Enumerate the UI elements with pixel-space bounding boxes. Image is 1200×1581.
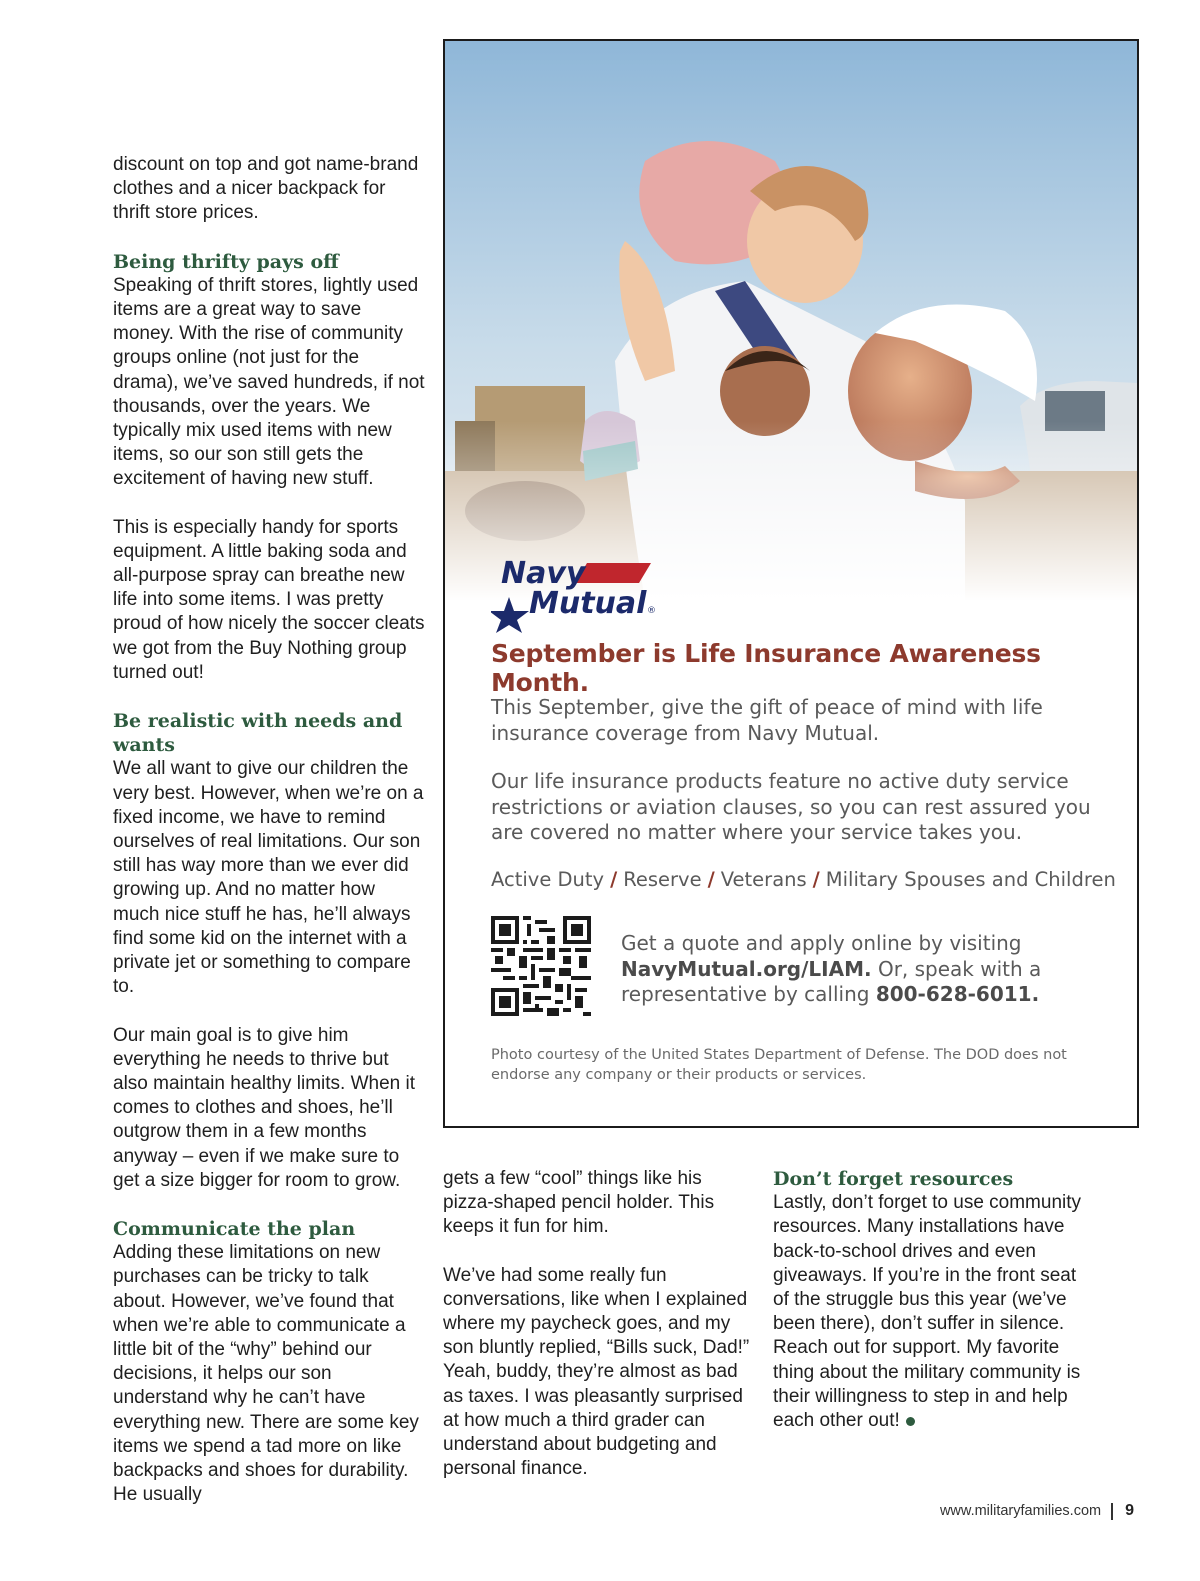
category-spouses-children: Military Spouses and Children — [825, 868, 1116, 891]
cta-website-link[interactable]: NavyMutual.org/LIAM. — [621, 956, 872, 981]
end-mark-icon — [906, 1417, 915, 1426]
thrifty-paragraph-2: This is especially handy for sports equipment. A little baking soda and all-purpose spray can breathe new life into some items. I was pretty proud of how nicely the soccer cleats we got from the Buy Nothing group turned out! — [113, 516, 425, 683]
category-separator: / — [610, 868, 618, 891]
cta-phone-number[interactable]: 800-628-6011. — [875, 982, 1040, 1006]
category-veterans: Veterans — [720, 868, 807, 891]
footer-divider — [1111, 1503, 1113, 1520]
heading-being-thrifty: Being thrifty pays off — [113, 250, 339, 273]
footer-website-link[interactable]: www.militaryfamilies.com — [939, 1503, 1102, 1519]
logo-word-mutual: Mutual — [529, 586, 647, 621]
ad-photo-sailor-with-child — [445, 41, 1137, 601]
photo-credit: Photo courtesy of the United States Department of Defense. The DOD does not endorse any company or their products or services. — [491, 1047, 1067, 1083]
article-column-right — [773, 1167, 1085, 1433]
logo-word-navy: Navy — [501, 556, 586, 591]
heading-needs-wants: Be realistic with needs and wants — [113, 710, 403, 757]
article-column-left — [113, 153, 425, 1507]
needs-paragraph-1: We all want to give our children the very best. However, when we’re on a fixed income, we have to remind ourselves of real limitations. Our son still has way more than we ever did growing up. And no matter how much nice stuff he has, he’ll always find some kid on the internet with a private jet or something to compare to. — [113, 758, 424, 998]
category-active-duty: Active Duty — [491, 868, 605, 891]
intro-paragraph: discount on top and got name-brand clothes and a nicer backpack for thrift store prices. — [113, 154, 419, 224]
ad-coverage-categories — [491, 867, 1116, 893]
logo-registered-mark: ® — [647, 606, 656, 616]
ad-call-to-action — [621, 931, 1061, 1008]
ad-paragraph-2: Our life insurance products feature no active duty service restrictions or aviation clauses, so you can rest assured you are covered no matter where your service takes you. — [491, 769, 1091, 844]
resources-text: Lastly, don’t forget to use community resources. Many installations have back-to-school drives and even giveaways. If you’re in the front seat of the struggle bus this year (we’ve been there), don’t suffer in silence. Reach out for support. My favorite thing about the military community is their willingness to step in and help each other out! — [773, 1192, 1082, 1432]
category-separator: / — [707, 868, 715, 891]
category-separator: / — [812, 868, 820, 891]
communicate-paragraph-1: Adding these limitations on new purchases can be tricky to talk about. However, we’ve found that when we’re able to communicate a little bit of the “why” behind our decisions, it helps our son understand why he can’t have everything new. There are some key items we spend a tad more on like backpacks and shoes for durability. He usually — [113, 1242, 419, 1506]
middle-paragraph-1: gets a few “cool” things like his pizza-shaped pencil holder. This keeps it fun for him. — [443, 1168, 715, 1238]
cta-intro: Get a quote and apply online by visiting — [621, 931, 1022, 955]
cta-middle: Or, speak with a representative by calling — [621, 956, 1042, 1006]
page-footer — [940, 1502, 1134, 1520]
thrifty-paragraph-1: Speaking of thrift stores, lightly used items are a great way to save money. With the rise of community groups online (not just for the drama), we’ve saved hundreds, if not thousands, over the years. We typically mix used items with new items, so our son still gets the excitement of having new stuff. — [113, 274, 425, 490]
navy-mutual-advertisement — [443, 39, 1139, 1128]
heading-communicate-plan: Communicate the plan — [113, 1217, 356, 1240]
page-number: 9 — [1125, 1502, 1134, 1519]
middle-paragraph-2: We’ve had some really fun conversations, like when I explained where my paycheck goes, and my son bluntly replied, “Bills suck, Dad!” Yeah, buddy, they’re almost as bad as taxes. I was pleasantly surprised at how much a third grader can understand about budgeting and personal finance. — [443, 1264, 750, 1480]
heading-resources: Don’t forget resources — [773, 1168, 1014, 1190]
ad-headline: September is Life Insurance Awareness Month. — [491, 639, 1041, 697]
needs-paragraph-2: Our main goal is to give him everything he needs to thrive but also maintain healthy limits. When it comes to clothes and shoes, he’ll outgrow them in a few months anyway – even if we make sure to get a size bigger for room to grow. — [113, 1024, 416, 1191]
category-reserve: Reserve — [623, 868, 702, 891]
navy-mutual-logo — [491, 553, 661, 633]
ad-paragraph-1: This September, give the gift of peace of mind with life insurance coverage from Navy Mutual. — [491, 695, 1043, 745]
resources-paragraph — [773, 1191, 1085, 1433]
article-column-middle — [443, 1167, 755, 1481]
qr-code-icon — [491, 916, 591, 1016]
